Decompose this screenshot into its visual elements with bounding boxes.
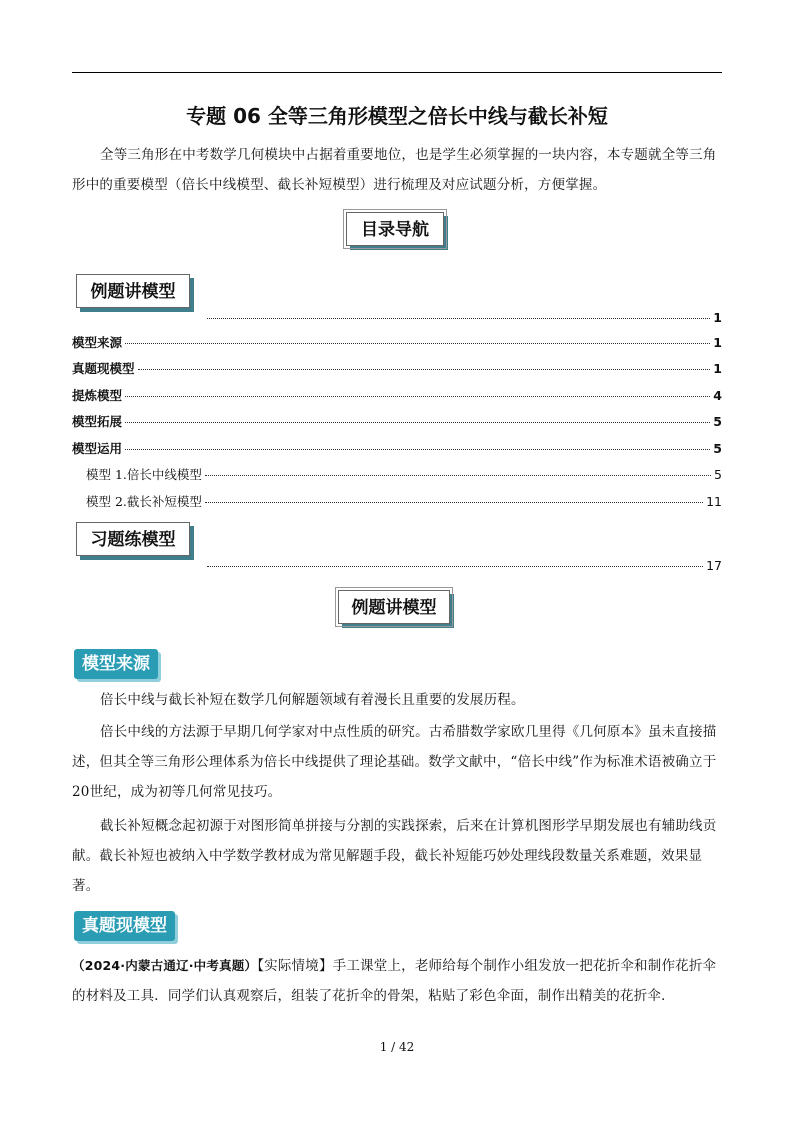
toc-row-label: 提炼模型: [72, 388, 123, 403]
toc-page-number: 1: [713, 335, 722, 350]
toc-page-number: 5: [714, 467, 722, 482]
toc-row-label: 模型拓展: [72, 414, 123, 429]
toc-page-number: 11: [706, 494, 722, 509]
toc-row-label: 模型运用: [72, 441, 123, 456]
toc-row-label: 模型来源: [72, 335, 123, 350]
toc-page-number: 4: [713, 388, 722, 403]
section-heading-example: 例题讲模型: [338, 590, 450, 624]
page-number-footer: 1 / 42: [379, 1040, 415, 1054]
toc-nav-title: 目录导航: [346, 212, 444, 246]
toc-row-label: 真题现模型: [72, 361, 135, 376]
toc-row-model-application[interactable]: [72, 439, 722, 457]
toc-leader-dots: [125, 422, 710, 423]
toc-leader-dots: [125, 343, 710, 344]
intro-paragraph: 全等三角形在中考数学几何模块中占据着重要地位，也是学生必须掌握的一块内容，本专题就全等三角形中的重要模型（倍长中线模型、截长补短模型）进行梳理及对应试题分析，方便掌握。: [72, 147, 717, 193]
toc-leader-dots: [138, 369, 711, 370]
toc-section-example[interactable]: 例题讲模型: [76, 274, 190, 308]
toc-leader-dots: [125, 396, 710, 397]
toc-row-refine-model[interactable]: [72, 386, 722, 404]
toc-row-section2[interactable]: [204, 558, 722, 576]
toc-row-label: 模型 1.倍长中线模型: [86, 467, 202, 482]
toc-leader-dots: [205, 475, 711, 476]
tag-real-exam: 真题现模型: [74, 911, 175, 941]
toc-leader-dots: [205, 502, 703, 503]
toc-section-exercise[interactable]: 习题练模型: [76, 522, 190, 556]
page-title: 专题 06 全等三角形模型之倍长中线与截长补短: [186, 104, 608, 128]
toc-page-number: 1: [713, 310, 722, 325]
tag-model-source: 模型来源: [74, 649, 158, 679]
toc-page-number: 17: [706, 558, 722, 573]
problem-source: （2024·内蒙古通辽·中考真题）: [72, 958, 258, 973]
toc-subrow-model-2[interactable]: [86, 492, 722, 510]
model-source-p3: 截长补短概念起初源于对图形简单拼接与分割的实践探索，后来在计算机图形学早期发展也有辅助线贡献。截长补短也被纳入中学数学教材成为常见解题手段，截长补短能巧妙处理线段数量关系难题，效果显著。: [72, 818, 717, 894]
toc-leader-dots: [207, 566, 703, 567]
toc-leader-dots: [207, 318, 710, 319]
real-exam-problem: [72, 951, 722, 1011]
toc-row-model-extension[interactable]: [72, 412, 722, 430]
toc-leader-dots: [125, 449, 710, 450]
toc-subrow-model-1[interactable]: [86, 465, 722, 483]
toc-page-number: 1: [713, 361, 722, 376]
header-rule: [72, 72, 722, 73]
model-source-p2: 倍长中线的方法源于早期几何学家对中点性质的研究。古希腊数学家欧几里得《几何原本》虽未直接描述，但其全等三角形公理体系为倍长中线提供了理论基础。数学文献中，“倍长中线”作为标准术语被确立于20世纪，成为初等几何常见技巧。: [72, 724, 717, 800]
toc-row-section1[interactable]: [204, 310, 722, 328]
toc-page-number: 5: [713, 441, 722, 456]
toc-page-number: 5: [713, 414, 722, 429]
toc-row-real-exam[interactable]: [72, 359, 722, 377]
problem-text: 【实际情境】手工课堂上，老师给每个制作小组发放一把花折伞和制作花折伞的材料及工具．同学们认真观察后，组装了花折伞的骨架，粘贴了彩色伞面，制作出精美的花折伞．: [72, 958, 717, 1004]
toc-row-label: 模型 2.截长补短模型: [86, 494, 202, 509]
model-source-p1: 倍长中线与截长补短在数学几何解题领域有着漫长且重要的发展历程。: [100, 692, 525, 708]
toc-row-model-source[interactable]: [72, 333, 722, 351]
